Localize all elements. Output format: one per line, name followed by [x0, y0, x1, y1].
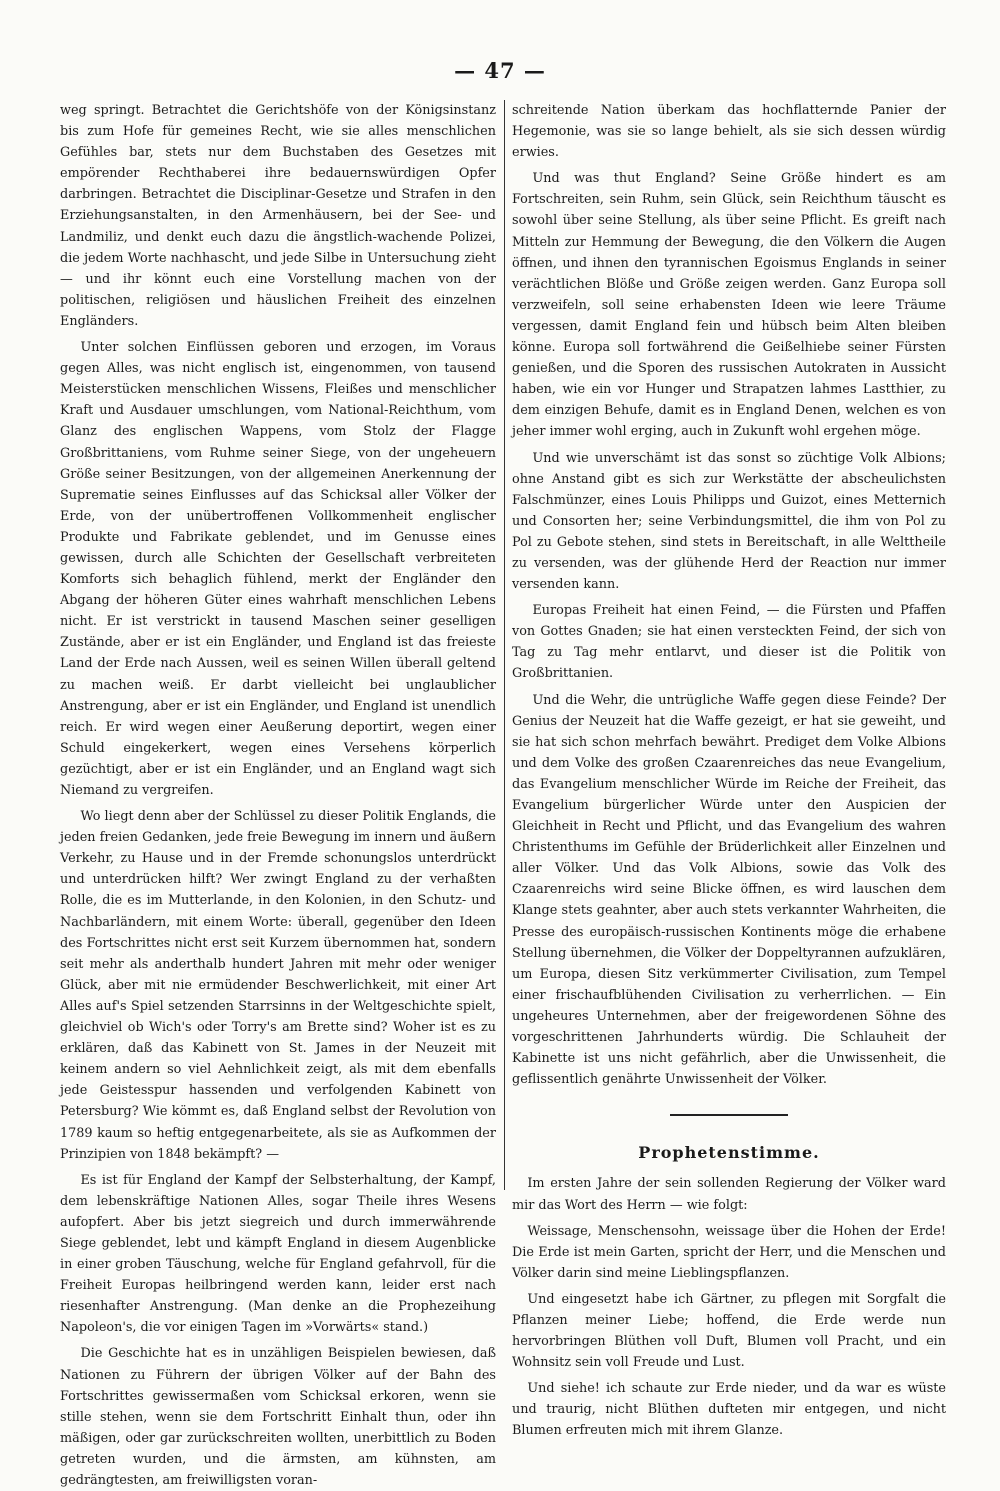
page-number: — 47 — — [454, 58, 546, 83]
paragraph: Europas Freiheit hat einen Feind, — die Fürsten und Pfaffen von Gottes Gnaden; sie hat einen versteckten Feind, der sich von Tag zu Tag mehr entlarvt, und dieser ist die Politik von Großbrittanien. — [512, 603, 946, 682]
section-title: Prophetenstimme. — [638, 1143, 820, 1163]
poem-paragraph: Und siehe! ich schaute zur Erde nieder, und da war es wüste und traurig, nicht Blüthen dufteten mir entgegen, und nicht Blumen erfreuten mich mit ihrem Glanze. — [512, 1381, 946, 1439]
paragraph: weg springt. Betrachtet die Gerichtshöfe von der Königsinstanz bis zum Hofe für gemeines Recht, wie sie alles menschlichen Gefühles bar, stets nur dem Buchstaben des Gesetzes mit empörender Rechthaberei ihre bedauernswürdigen Opfer darbringen. Betrachtet die Disciplinar-Gesetze und Strafen in den Erziehungsanstalten, in den Armenhäusern, bei der See- und Landmiliz, und denkt euch dazu die ängstlich-wachende Polizei, die jedem Worte nachhascht, und jede Silbe in Untersuchung zieht — und ihr könnt euch eine Vorstellung machen von der politischen, religiösen und häuslichen Freiheit des einzelnen Engländers. — [60, 103, 496, 329]
paragraph: Und was thut England? Seine Größe hindert es am Fortschreiten, sein Ruhm, sein Glück, sein Reichthum täuscht es sowohl über seine Stellung, als über seine Pflicht. Es greift nach Mitteln zur Hemmung der Bewegung, die den Völkern die Augen öffnen, und ihnen den tyrannischen Egoismus Englands in seiner verächtlichen Blöße und Größe zeigen werden. Ganz Europa soll verzweifeln, soll seine erhabensten Ideen wie leere Träume vergessen, damit England fein und hübsch beim Alten bleiben könne. Europa soll fortwährend die Geißelhiebe seiner Fürsten genießen, und die Sporen des russischen Autokraten in Aussicht haben, wie ein vor Hunger und Strapatzen lahmes Lastthier, zu dem einzigen Behufe, damit es in England Denen, welchen es von jeher immer wohl erging, auch in Zukunft wohl ergehen möge. — [512, 171, 946, 440]
column-divider — [504, 100, 505, 1190]
poem-paragraph: Weissage, Menschensohn, weissage über die Hohen der Erde! Die Erde ist mein Garten, spricht der Herr, und die Menschen und Völker darin sind meine Lieblingspflanzen. — [512, 1223, 946, 1281]
paragraph: Wo liegt denn aber der Schlüssel zu dieser Politik Englands, die jeden freien Gedanken, jede freie Bewegung im innern und äußern Verkehr, zu Hause und in der Fremde schonungslos unterdrückt und unterdrücken hilft? Wer zwingt England zu der verhaßten Rolle, die es im Mutterlande, in den Kolonien, in den Schutz- und Nachbarländern, mit einem Worte: überall, gegenüber den Ideen des Fortschrittes nicht erst seit Kurzem übernommen hat, sondern seit mehr als anderthalb hundert Jahren mit mehr oder weniger Glück, aber mit nie ermüdender Beschwerlichkeit, mit einer Art Alles auf's Spiel setzenden Starrsinns in der Weltgeschichte spielt, gleichviel ob Wich's oder Torry's am Brette sind? Woher ist es zu erklären, daß das Kabinett von St. James in der Neuzeit mit keinem andern so viel Aehnlichkeit zeigt, als mit dem ebenfalls jede Geistesspur hassenden und verfolgenden Kabinett von Petersburg? Wie kömmt es, daß England selbst der Revolution von 1789 kaum so heftig entgegenarbeitete, als sie as Aufkommen der Prinzipien von 1848 bekämpft? — — [60, 809, 496, 1162]
section-rule — [670, 1114, 788, 1116]
paragraph: Unter solchen Einflüssen geboren und erzogen, im Voraus gegen Alles, was nicht englisch ist, eingenommen, von tausend Meisterstücken menschlichen Wissens, Fleißes und menschlicher Kraft und Ausdauer umschlungen, vom National-Reichthum, vom Glanz des englischen Wappens, vom Stolz der Flagge Großbrittaniens, vom Ruhme seiner Siege, von der ungeheuern Größe seiner Besitzungen, von der allgemeinen Anerkennung der Suprematie seines Einflusses auf das Schicksal aller Völker der Erde, von der unübertroffenen Vollkommenheit englischer Produkte und Fabrikate geblendet, und im Genusse eines gewissen, durch alle Schichten der Gesellschaft verbreiteten Komforts sich behaglich fühlend, merkt der Engländer den Abgang der höheren Güter eines wahrhaft menschlichen Lebens nicht. Er ist verstrickt in tausend Maschen seiner geselligen Zustände, aber er ist ein Engländer, und England ist das freieste Land der Erde nach Aussen, weil es seinen Willen überall geltend zu machen weiß. Er darbt vielleicht bei unglaublicher Anstrengung, aber er ist ein Engländer, und England ist unendlich reich. Er wird wegen einer Aeußerung deportirt, wegen einer Schuld eingekerkert, wegen eines Versehens körperlich gezüchtigt, aber er ist ein Engländer, und an England wagt sich Niemand zu vergreifen. — [60, 340, 496, 798]
paragraph: schreitende Nation überkam das hochflatternde Panier der Hegemonie, was sie so lange behielt, als sie sich dessen würdig erwies. — [512, 103, 946, 161]
poem-paragraph: Und eingesetzt habe ich Gärtner, zu pflegen mit Sorgfalt die Pflanzen meiner Liebe; hoffend, die Erde werde nun hervorbringen Blüthen voll Duft, Blumen voll Pracht, und ein Wohnsitz sein voll Freude und Lust. — [512, 1291, 946, 1371]
poem-paragraph: Im ersten Jahre der sein sollenden Regierung der Völker ward mir das Wort des Herrn — wie folgt: — [512, 1176, 946, 1213]
paragraph: Es ist für England der Kampf der Selbsterhaltung, der Kampf, dem lebenskräftige Nationen Alles, sogar Theile ihres Wesens aufopfert. Aber bis jetzt siegreich und durch immerwährende Siege geblendet, lebt und kämpft England in diesem Augenblicke in einer groben Täuschung, welche für England gefahrvoll, für die Freiheit Europas heilbringend werden kann, leider erst nach riesenhafter Anstrengung. (Man denke an die Prophezeihung Napoleon's, die vor einigen Tagen im »Vorwärts« stand.) — [60, 1172, 496, 1336]
left-column — [60, 100, 496, 1488]
right-column — [512, 100, 946, 1439]
paragraph: Die Geschichte hat es in unzähligen Beispielen bewiesen, daß Nationen zu Führern der übrigen Völker auf der Bahn des Fortschrittes gewissermaßen vom Schicksal erkoren, wenn sie stille stehen, wenn sie dem Fortschritt Einhalt thun, oder ihn mäßigen, oder gar zurückschreiten wollten, unerbittlich zu Boden getreten wurden, und die ärmsten, am kühnsten, am gedrängtesten, am freiwilligsten voran- — [60, 1346, 496, 1488]
paragraph: Und die Wehr, die untrügliche Waffe gegen diese Feinde? Der Genius der Neuzeit hat die Waffe gezeigt, er hat sie geweiht, und sie hat sich schon mehrfach bewährt. Prediget dem Volke Albions und dem Volke des großen Czaarenreiches das neue Evangelium, das Evangelium menschlicher Würde im Reiche der Freiheit, das Evangelium bürgerlicher Würde unter den Auspicien der Gleichheit in Recht und Pflicht, und das Evangelium des wahren Christenthums im Gefühle der Brüderlichkeit aller Einzelnen und aller Völker. Und das Volk Albions, sowie das Volk des Czaarenreichs wird seine Blicke öffnen, es wird lauschen dem Klange stets geahnter, aber auch stets verkannter Wahrheiten, die Presse des europäisch-russischen Kontinents möge die erhabene Stellung übernehmen, die Völker der Doppeltyrannen aufzuklären, um Europa, diesen Sitz verkümmerter Civilisation, zum Tempel einer frischaufblühenden Civilisation zu verherrlichen. — Ein ungeheures Unternehmen, aber der freigewordenen Söhne des vorgeschrittenen Jahrhunderts würdig. Die Schlauheit der Kabinette ist uns nicht gefährlich, aber die Unwissenheit, die geflissentlich genährte Unwissenheit der Völker. — [512, 692, 946, 1088]
paragraph: Und wie unverschämt ist das sonst so züchtige Volk Albions; ohne Anstand gibt es sich zur Werkstätte der abscheulichsten Falschmünzer, eines Louis Philipps und Guizot, eines Metternich und Consorten her; seine Verbindungsmittel, die ihm von Pol zu Pol zu Gebote stehen, sind stets in Bereitschaft, in alle Welttheile zu versenden, was der glühende Herd der Reaction nur immer versenden kann. — [512, 450, 946, 593]
